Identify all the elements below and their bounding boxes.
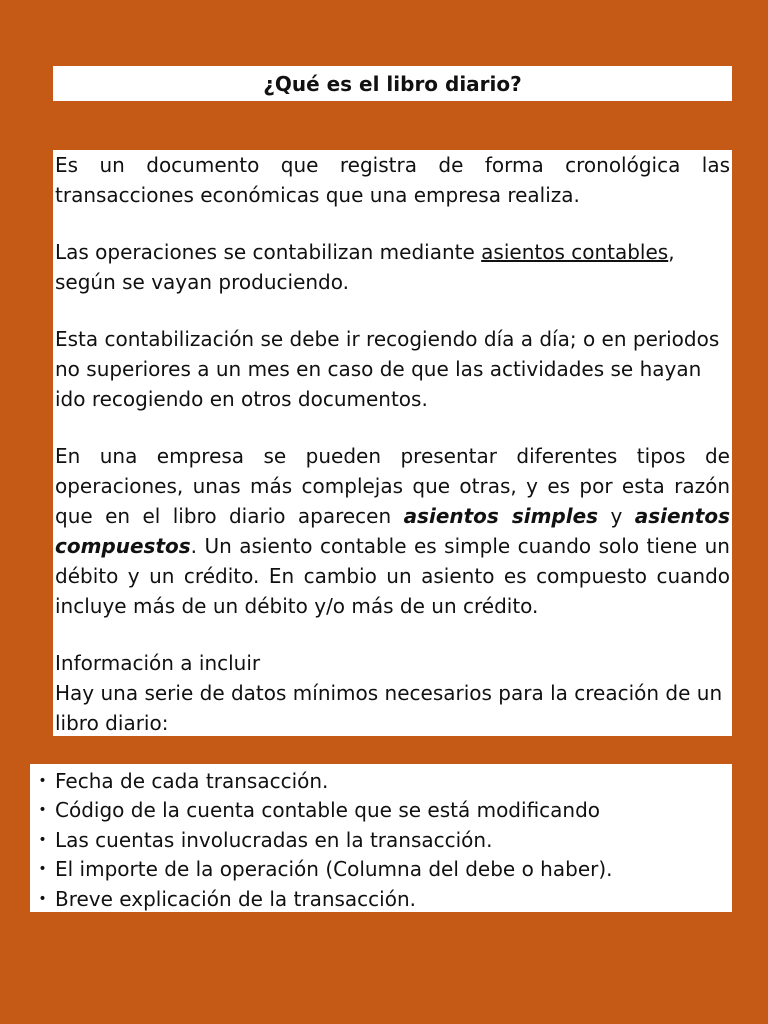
list-item [30, 796, 732, 826]
bullet-icon: • [38, 802, 47, 819]
paragraph-operations-text-end: , según se vayan produciendo. [55, 240, 675, 294]
bullet-icon: • [38, 861, 47, 878]
asientos-contables-link[interactable]: asientos contables [481, 240, 669, 264]
bullet-icon: • [38, 772, 47, 789]
bullet-icon: • [38, 890, 47, 907]
paragraph-operations-text: Las operaciones se contabilizan mediante [55, 240, 482, 264]
list-item [30, 766, 732, 796]
paragraph-definition: Es un documento que registra de forma cronológica las transacciones económicas que una empresa realiza. [55, 153, 730, 207]
paragraph-frequency: Esta contabilización se debe ir recogiendo día a día; o en periodos no superiores a un mes en caso de que las actividades se hayan ido recogiendo en otros documentos. [55, 327, 720, 411]
entry-types-connector: y [598, 504, 635, 528]
asientos-simples-term: asientos simples [403, 504, 599, 528]
list-item [30, 825, 732, 855]
paragraph-required-data: Hay una serie de datos mínimos necesarios para la creación de un libro diario: [55, 681, 723, 735]
list-item-text: Breve explicación de la transacción. [55, 886, 416, 911]
list-item-text: Las cuentas involucradas en la transacción. [55, 827, 493, 852]
asientos-compuestos-term: asientos compuestos [55, 504, 730, 558]
entry-types-explanation: . Un asiento contable es simple cuando solo tiene un débito y un crédito. En cambio un asiento es compuesto cuando incluye más de un débito y/o más de un crédito. [55, 534, 730, 618]
requirements-list [30, 766, 732, 914]
list-item [30, 884, 732, 914]
paragraph-operations [55, 237, 730, 297]
content-box [53, 150, 732, 736]
section-heading-info: Información a incluir [55, 651, 261, 675]
list-item-text: El importe de la operación (Columna del debe o haber). [55, 857, 613, 882]
list-item [30, 855, 732, 885]
paragraph-entry-types [55, 441, 730, 621]
bullet-icon: • [38, 831, 47, 848]
list-item-text: Fecha de cada transacción. [55, 768, 329, 793]
requirements-list-box [30, 764, 732, 912]
page-title: ¿Qué es el libro diario? [263, 71, 522, 96]
entry-types-text: En una empresa se pueden presentar diferentes tipos de operaciones, unas más complejas que otras, y es por esta razón que en el libro diario aparecen [55, 444, 730, 528]
title-box [53, 66, 732, 101]
list-item-text: Código de la cuenta contable que se está modificando [55, 798, 601, 823]
